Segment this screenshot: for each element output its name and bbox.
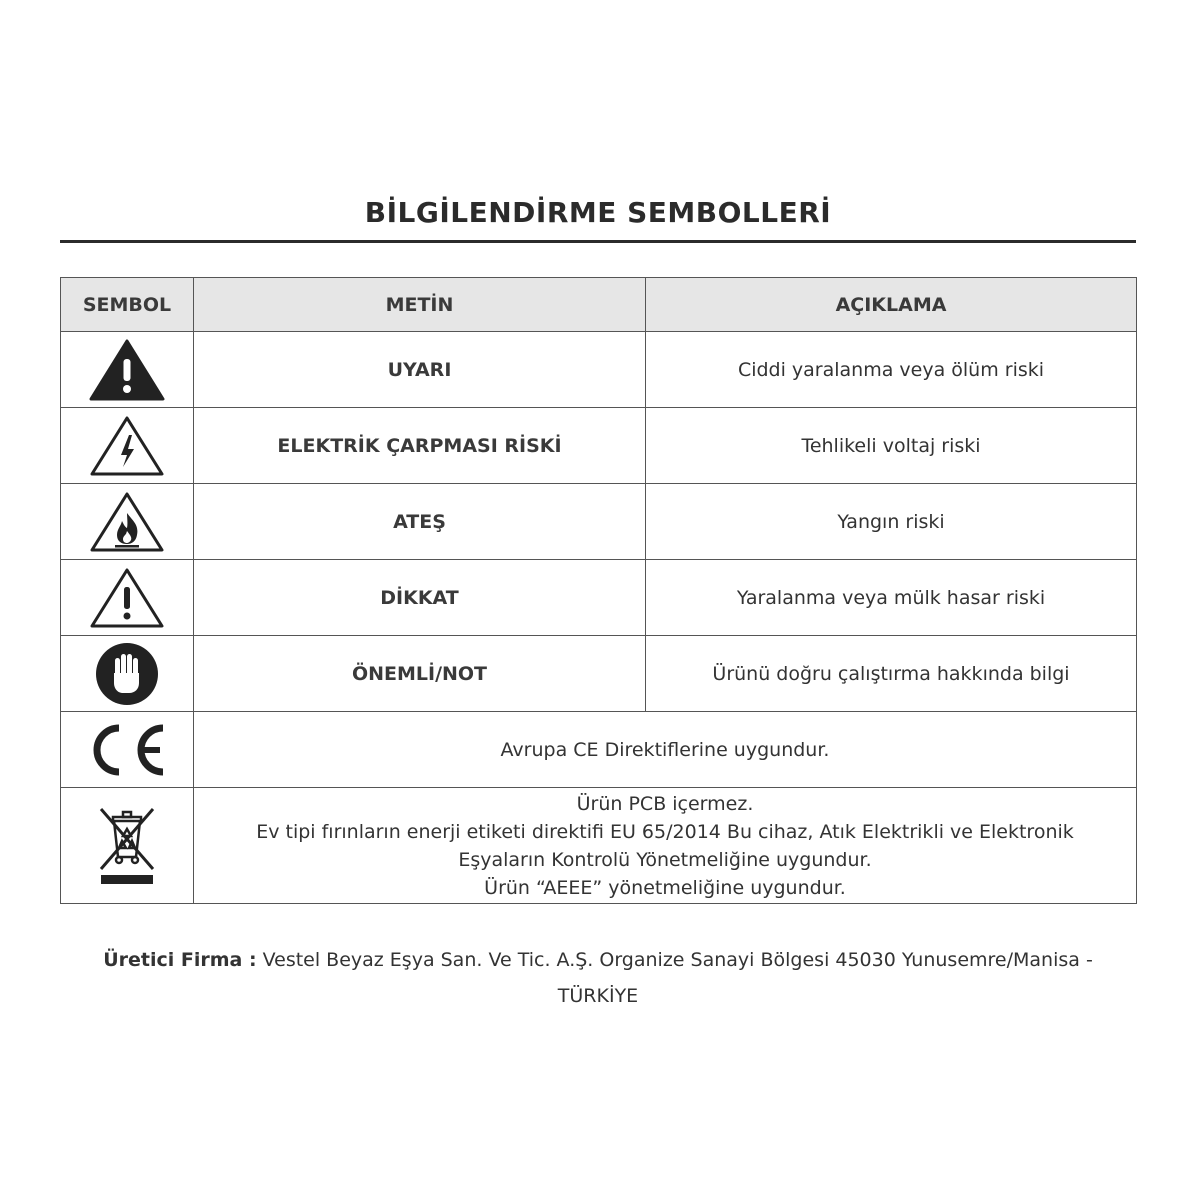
page-title: BİLGİLENDİRME SEMBOLLERİ xyxy=(364,196,832,229)
title-divider xyxy=(60,240,1136,243)
symbols-table xyxy=(60,277,1137,904)
warning-filled-icon xyxy=(89,339,165,401)
symbol-cell xyxy=(61,332,194,408)
table-row xyxy=(61,788,1137,904)
table-row xyxy=(61,712,1137,788)
weee-text xyxy=(194,788,1137,904)
table-row xyxy=(61,332,1137,408)
fire-icon xyxy=(89,491,165,553)
weee-line: Ev tipi fırınların enerji etiketi direktifi EU 65/2014 Bu cihaz, Atık Elektrikli ve Elektronik xyxy=(256,820,1074,843)
row-metin: DİKKAT xyxy=(194,560,646,636)
manufacturer-address: Vestel Beyaz Eşya San. Ve Tic. A.Ş. Organize Sanayi Bölgesi 45030 Yunusemre/Manisa - xyxy=(256,949,1093,971)
header-aciklama: AÇIKLAMA xyxy=(646,278,1137,332)
header-metin: METİN xyxy=(194,278,646,332)
table-row xyxy=(61,636,1137,712)
row-aciklama: Yaralanma veya mülk hasar riski xyxy=(646,560,1137,636)
row-aciklama: Ürünü doğru çalıştırma hakkında bilgi xyxy=(646,636,1137,712)
row-aciklama: Yangın riski xyxy=(646,484,1137,560)
ce-mark-icon xyxy=(84,720,170,780)
hand-stop-icon xyxy=(94,641,160,707)
weee-line: Eşyaların Kontrolü Yönetmeliğine uygundur. xyxy=(458,848,872,871)
manufacturer-label: Üretici Firma : xyxy=(103,949,257,971)
weee-line: Ürün “AEEE” yönetmeliğine uygundur. xyxy=(484,876,846,899)
table-row xyxy=(61,408,1137,484)
row-metin: ATEŞ xyxy=(194,484,646,560)
crossed-bin-icon xyxy=(95,805,159,887)
symbol-cell xyxy=(61,484,194,560)
table-row xyxy=(61,560,1137,636)
symbol-cell xyxy=(61,408,194,484)
row-metin: UYARI xyxy=(194,332,646,408)
manufacturer-info xyxy=(60,942,1136,1014)
ce-text: Avrupa CE Direktiflerine uygundur. xyxy=(194,712,1137,788)
manufacturer-line xyxy=(60,942,1136,978)
symbol-cell xyxy=(61,712,194,788)
row-aciklama: Tehlikeli voltaj riski xyxy=(646,408,1137,484)
symbol-cell xyxy=(61,788,194,904)
table-header-row xyxy=(61,278,1137,332)
header-sembol: SEMBOL xyxy=(61,278,194,332)
electric-shock-icon xyxy=(89,415,165,477)
row-aciklama: Ciddi yaralanma veya ölüm riski xyxy=(646,332,1137,408)
manufacturer-country: TÜRKİYE xyxy=(557,985,639,1007)
symbol-cell xyxy=(61,636,194,712)
symbol-cell xyxy=(61,560,194,636)
row-metin: ÖNEMLİ/NOT xyxy=(194,636,646,712)
weee-line: Ürün PCB içermez. xyxy=(576,792,754,815)
row-metin: ELEKTRİK ÇARPMASI RİSKİ xyxy=(194,408,646,484)
caution-icon xyxy=(89,567,165,629)
table-row xyxy=(61,484,1137,560)
